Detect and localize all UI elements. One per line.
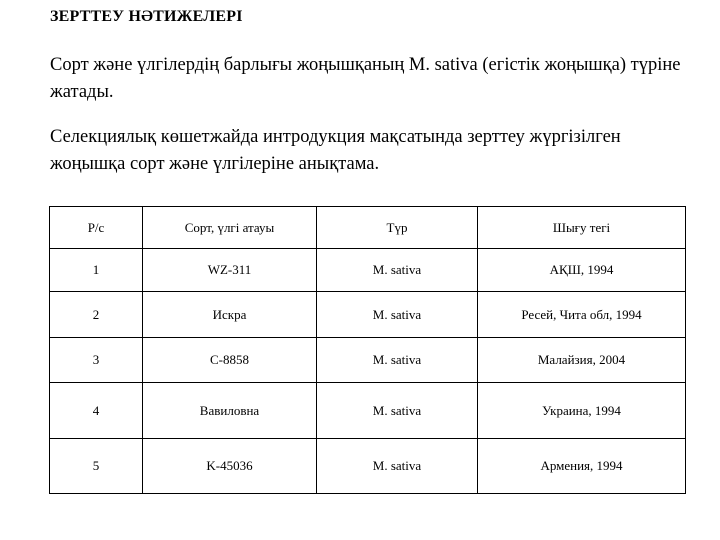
cell-species: M. sativa [317,338,478,383]
cell-index: 4 [50,383,143,439]
cell-index: 3 [50,338,143,383]
table-header-row [50,207,686,249]
header-index: Р/с [50,207,143,249]
cell-species: M. sativa [317,292,478,338]
table-row [50,338,686,383]
header-origin: Шығу тегі [478,207,686,249]
cell-origin: Ресей, Чита обл, 1994 [478,292,686,338]
cell-origin: АҚШ, 1994 [478,249,686,292]
varieties-table [49,206,686,494]
cell-variety-name: C-8858 [143,338,317,383]
cell-species: M. sativa [317,383,478,439]
cell-variety-name: WZ-311 [143,249,317,292]
cell-variety-name: K-45036 [143,439,317,494]
table-row [50,383,686,439]
cell-origin: Украина, 1994 [478,383,686,439]
intro-paragraph: Сорт және үлгілердің барлығы жоңышқаның M. sativa (егістік жоңышқа) түріне жатады. [50,55,681,102]
header-variety-name: Сорт, үлгі атауы [143,207,317,249]
table-caption-paragraph: Селекциялық көшетжайда интродукция мақсатында зерттеу жүргізілген жоңышқа сорт және үлгілеріне анықтама. [50,127,621,174]
cell-origin: Армения, 1994 [478,439,686,494]
table-row [50,249,686,292]
cell-index: 2 [50,292,143,338]
cell-variety-name: Искра [143,292,317,338]
header-species: Түр [317,207,478,249]
cell-index: 5 [50,439,143,494]
table-row [50,439,686,494]
table-row [50,292,686,338]
cell-origin: Малайзия, 2004 [478,338,686,383]
cell-variety-name: Вавиловна [143,383,317,439]
cell-index: 1 [50,249,143,292]
page-heading: ЗЕРТТЕУ НӘТИЖЕЛЕРІ [50,8,243,25]
cell-species: M. sativa [317,249,478,292]
cell-species: M. sativa [317,439,478,494]
